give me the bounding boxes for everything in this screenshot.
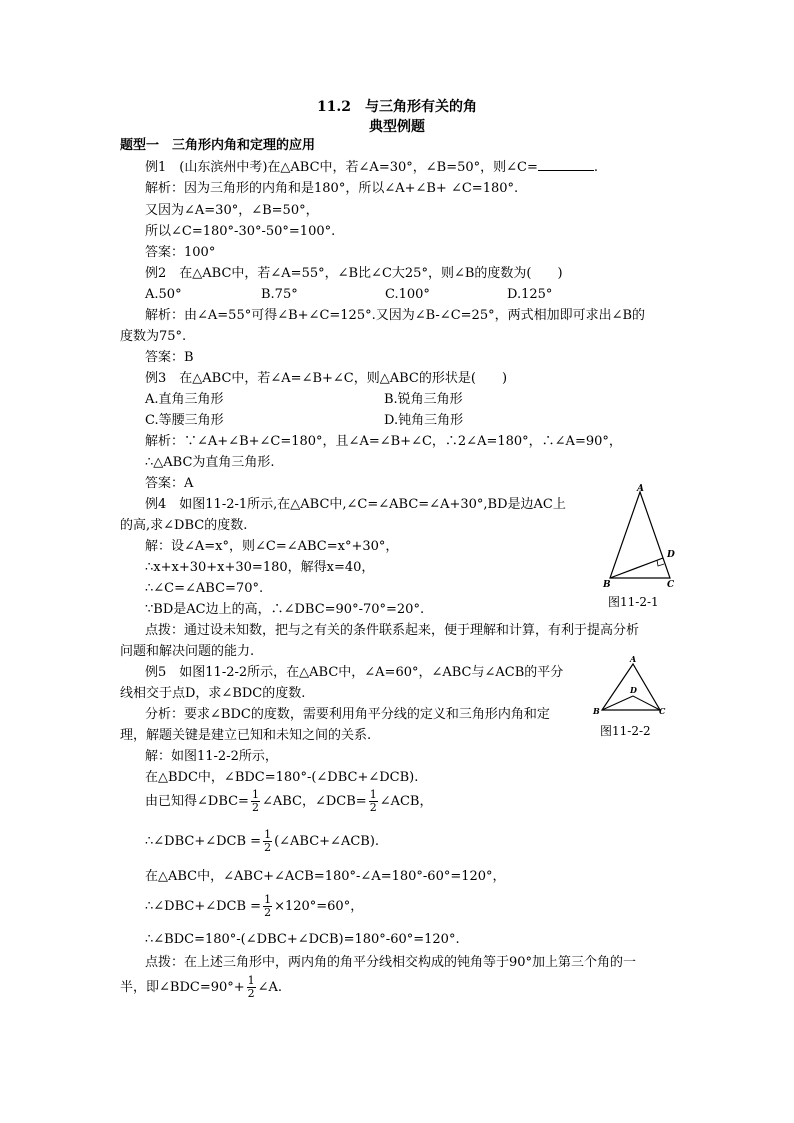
- text-line: 度数为75°.: [120, 329, 187, 344]
- text-line: 解析：由∠A=55°可得∠B+∠C=125°.又因为∠B-∠C=25°，两式相加即可求出∠B的: [145, 308, 646, 323]
- option-a: A.直角三角形: [145, 392, 224, 407]
- label-d: D: [667, 550, 675, 560]
- text-line: ∴△ABC为直角三角形.: [145, 455, 275, 470]
- altitude-bd: [610, 558, 663, 578]
- text-line: ∵BD是AC边上的高，∴∠DBC=90°-70°=20°.: [145, 602, 425, 617]
- label-a: A: [637, 484, 644, 494]
- figure-11-2-1: [600, 482, 680, 588]
- label-b: B: [593, 706, 600, 716]
- text-line: 解析：∵∠A+∠B+∠C=180°，且∠A=∠B+∠C，∴2∠A=180°，∴∠A=90°，: [145, 434, 622, 449]
- text-line: ∴x+x+30+x+30=180，解得x=40，: [145, 560, 375, 575]
- equation-line: [145, 894, 363, 920]
- example-3-question: 例3 在△ABC中，若∠A=∠B+∠C，则△ABC的形状是( ): [145, 371, 508, 386]
- equation-text: ×120°=60°，: [274, 899, 364, 914]
- label-c: C: [659, 706, 666, 716]
- figure-caption: 图11-2-1: [608, 595, 659, 609]
- option-d: D.钝角三角形: [384, 413, 464, 428]
- fraction: $\frac{1}{2}$: [247, 974, 255, 1000]
- label-b: B: [603, 580, 611, 588]
- option-c: C.等腰三角形: [145, 413, 224, 428]
- text-line: 的高,求∠DBC的度数.: [120, 518, 248, 533]
- text-line: 解：设∠A=x°，则∠C=∠ABC=x°+30°，: [145, 539, 399, 554]
- option-a: A.50°: [145, 287, 182, 302]
- equation-line: [145, 829, 379, 855]
- figure-caption: 图11-2-2: [600, 724, 651, 738]
- text-line: 在△ABC中，∠ABC+∠ACB=180°-∠A=180°-60°=120°，: [145, 869, 506, 884]
- text-line: 在△BDC中，∠BDC=180°-(∠DBC+∠DCB).: [145, 770, 419, 785]
- option-c: C.100°: [385, 287, 430, 302]
- page-subtitle: 典型例题: [369, 119, 425, 135]
- text-line: 答案：B: [145, 350, 194, 365]
- text-line: 又因为∠A=30°，∠B=50°，: [145, 203, 319, 218]
- equation-text: ∴∠DBC+∠DCB =: [145, 834, 262, 849]
- equation-text: 由已知得∠DBC=: [145, 794, 249, 809]
- text-line: 问题和解决问题的能力.: [120, 644, 255, 659]
- figure-11-2-2: [590, 652, 670, 720]
- label-d: D: [630, 685, 637, 695]
- option-b: B.锐角三角形: [384, 392, 463, 407]
- text-line: 点拨：在上述三角形中，两内角的角平分线相交构成的钝角等于90°加上第三个角的一: [145, 955, 637, 970]
- option-d: D.125°: [507, 287, 553, 302]
- section-heading: 题型一 三角形内角和定理的应用: [120, 138, 316, 153]
- text-line: 所以∠C=180°-30°-50°=100°.: [145, 224, 336, 239]
- example-5-question: 例5 如图11-2-2所示，在△ABC中，∠A=60°，∠ABC与∠ACB的平分: [145, 665, 564, 680]
- equation-line: [145, 789, 432, 815]
- example-4-question: 例4 如图11-2-1所示,在△ABC中,∠C=∠ABC=∠A+30°,BD是边AC上: [145, 497, 566, 512]
- text-line: 分析：要求∠BDC的度数，需要利用角平分线的定义和三角形内角和定: [145, 707, 550, 722]
- text-line: 答案：A: [145, 476, 194, 491]
- fraction: $\frac{1}{2}$: [264, 893, 272, 919]
- text-line: 答案：100°: [145, 245, 216, 260]
- option-b: B.75°: [261, 287, 298, 302]
- text-line: 理，解题关键是建立已知和未知之间的关系.: [120, 728, 372, 743]
- example-1-text: 例1 (山东滨州中考)在△ABC中，若∠A=30°，∠B=50°，则∠C=: [145, 160, 538, 175]
- text-line: 解：如图11-2-2所示，: [145, 749, 278, 764]
- fraction: $\frac{1}{2}$: [369, 788, 377, 814]
- answer-blank: [538, 158, 594, 171]
- text-line: 解析：因为三角形的内角和是180°，所以∠A+∠B+ ∠C=180°.: [145, 181, 519, 196]
- right-angle-mark: [657, 560, 664, 566]
- page-title: 11.2 与三角形有关的角: [316, 99, 478, 115]
- label-c: C: [667, 580, 675, 588]
- text-line: 线相交于点D，求∠BDC的度数.: [120, 686, 306, 701]
- example-1-question: 例1 (山东滨州中考)在△ABC中，若∠A=30°，∠B=50°，则∠C= .: [145, 160, 599, 175]
- equation-text: 半，即∠BDC=90°+: [120, 980, 245, 995]
- equation-text: ∴∠DBC+∠DCB =: [145, 899, 262, 914]
- equation-line: [120, 975, 282, 1001]
- text-line: ∴∠BDC=180°-(∠DBC+∠DCB)=180°-60°=120°.: [145, 932, 460, 947]
- fraction: $\frac{1}{2}$: [251, 788, 259, 814]
- equation-text: ∠ABC，∠DCB=: [261, 794, 367, 809]
- equation-text: (∠ABC+∠ACB).: [274, 834, 380, 849]
- fraction: $\frac{1}{2}$: [264, 828, 272, 854]
- example-2-question: 例2 在△ABC中，若∠A=55°，∠B比∠C大25°，则∠B的度数为( ): [145, 266, 563, 281]
- text-line: ∴∠C=∠ABC=70°.: [145, 581, 264, 596]
- equation-text: ∠A.: [257, 980, 283, 995]
- label-a: A: [630, 654, 637, 664]
- equation-text: ∠ACB，: [379, 794, 433, 809]
- text-line: 点拨：通过设未知数，把与之有关的条件联系起来，便于理解和计算，有利于提高分析: [145, 623, 640, 638]
